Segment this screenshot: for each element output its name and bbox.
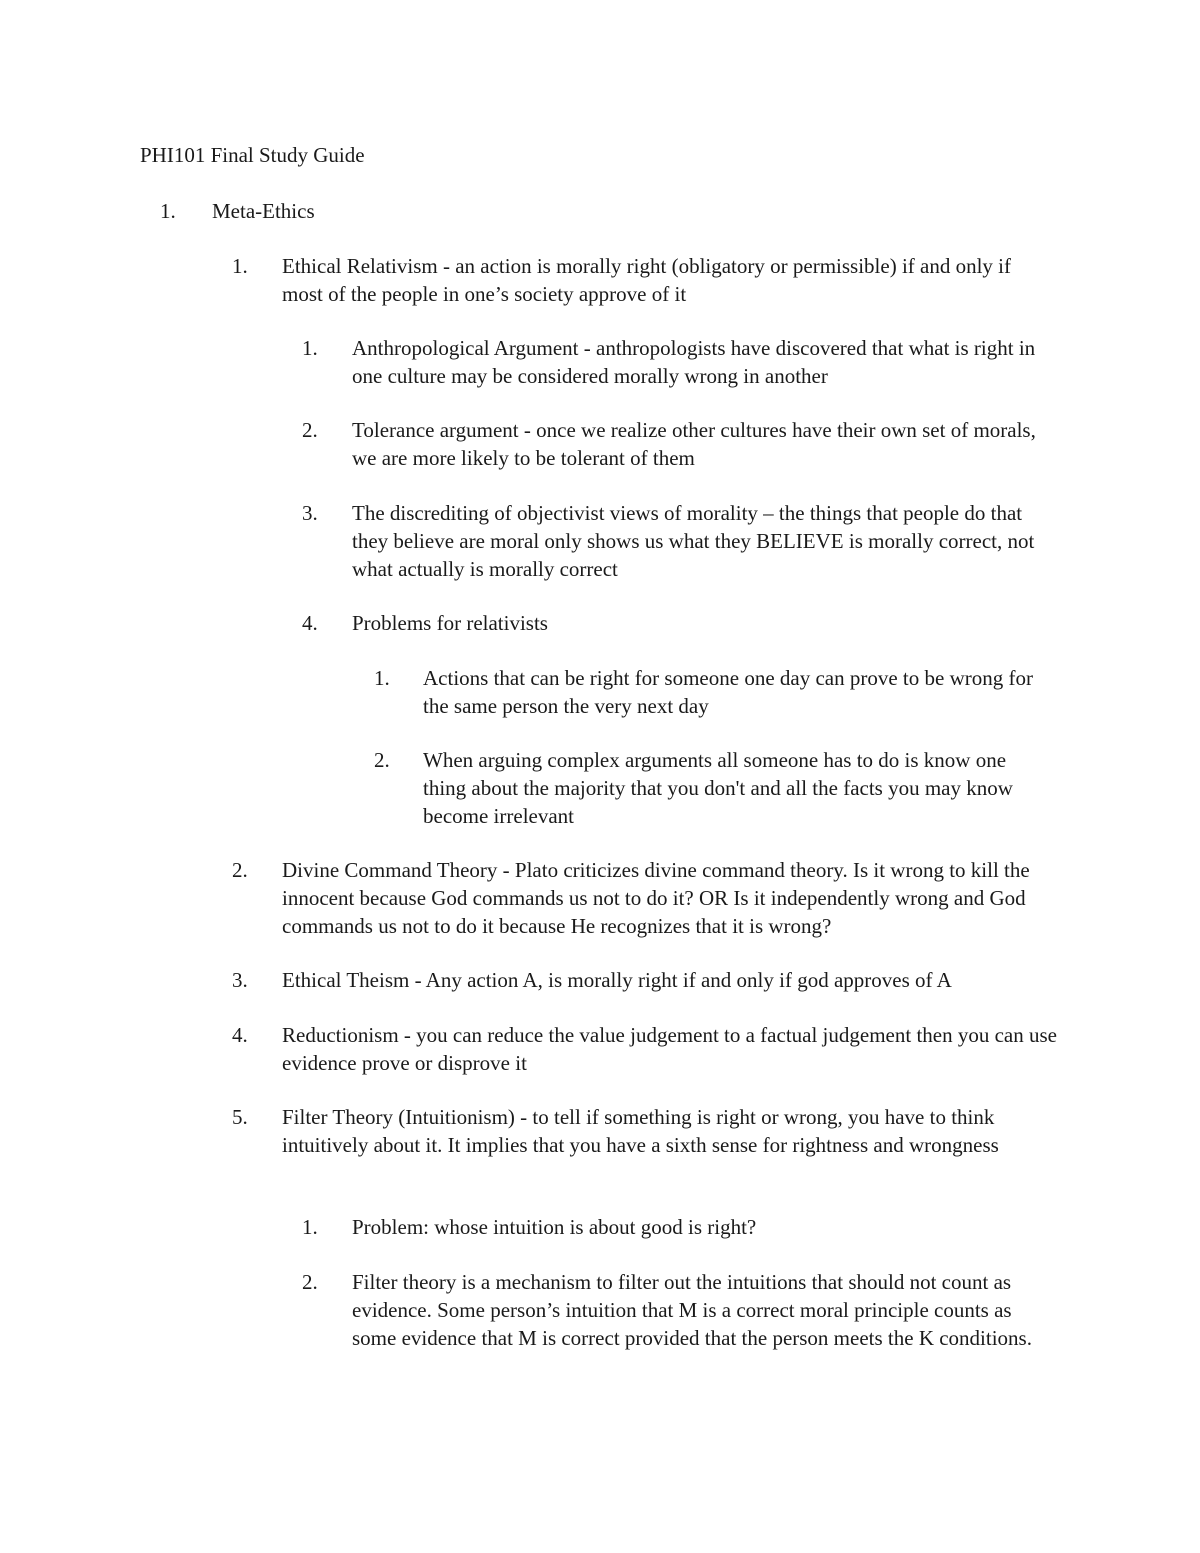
- list-number: 1.: [232, 254, 248, 278]
- list-text: Divine Command Theory - Plato criticizes divine command theory. Is it wrong to kill the innocent because God commands us not to do it? OR Is it independently wrong and God commands us not to do it because He recognizes that it is wrong?: [282, 858, 1030, 938]
- list-number: 2.: [302, 418, 318, 442]
- list-number: 4.: [232, 1023, 248, 1047]
- list-text: Tolerance argument - once we realize other cultures have their own set of morals, we are more likely to be tolerant of them: [352, 418, 1036, 470]
- list-number: 2.: [232, 858, 248, 882]
- list-number: 3.: [302, 501, 318, 525]
- list-number: 5.: [232, 1105, 248, 1129]
- list-text: Problem: whose intuition is about good is right?: [352, 1215, 757, 1239]
- list-text: Ethical Theism - Any action A, is morally right if and only if god approves of A: [282, 968, 952, 992]
- list-text: Filter Theory (Intuitionism) - to tell if something is right or wrong, you have to think intuitively about it. It implies that you have a sixth sense for rightness and wrongness: [282, 1105, 999, 1157]
- list-text: Actions that can be right for someone one day can prove to be wrong for the same person the very next day: [423, 666, 1033, 718]
- list-number: 1.: [302, 1215, 318, 1239]
- list-text: Reductionism - you can reduce the value judgement to a factual judgement then you can use evidence prove or disprove it: [282, 1023, 1057, 1075]
- list-text: The discrediting of objectivist views of morality – the things that people do that they believe are moral only shows us what they BELIEVE is morally correct, not what actually is morally correct: [352, 501, 1035, 581]
- list-number: 1.: [160, 199, 176, 223]
- document-title: PHI101 Final Study Guide: [140, 143, 365, 167]
- list-text: Problems for relativists: [352, 611, 548, 635]
- list-text: Ethical Relativism - an action is morally right (obligatory or permissible) if and only if most of the people in one’s society approve of it: [282, 254, 1012, 306]
- list-text: When arguing complex arguments all someone has to do is know one thing about the majority that you don't and all the facts you may know become irrelevant: [423, 748, 1013, 828]
- list-number: 1.: [374, 666, 390, 690]
- list-number: 1.: [302, 336, 318, 360]
- list-number: 4.: [302, 611, 318, 635]
- list-text: Meta-Ethics: [212, 199, 315, 223]
- list-number: 2.: [374, 748, 390, 772]
- list-text: Filter theory is a mechanism to filter out the intuitions that should not count as evidence. Some person’s intuition that M is a correct moral principle counts as some evidence that M is correct provided that the person meets the K conditions.: [352, 1270, 1032, 1350]
- list-number: 2.: [302, 1270, 318, 1294]
- list-number: 3.: [232, 968, 248, 992]
- list-text: Anthropological Argument - anthropologists have discovered that what is right in one culture may be considered morally wrong in another: [352, 336, 1036, 388]
